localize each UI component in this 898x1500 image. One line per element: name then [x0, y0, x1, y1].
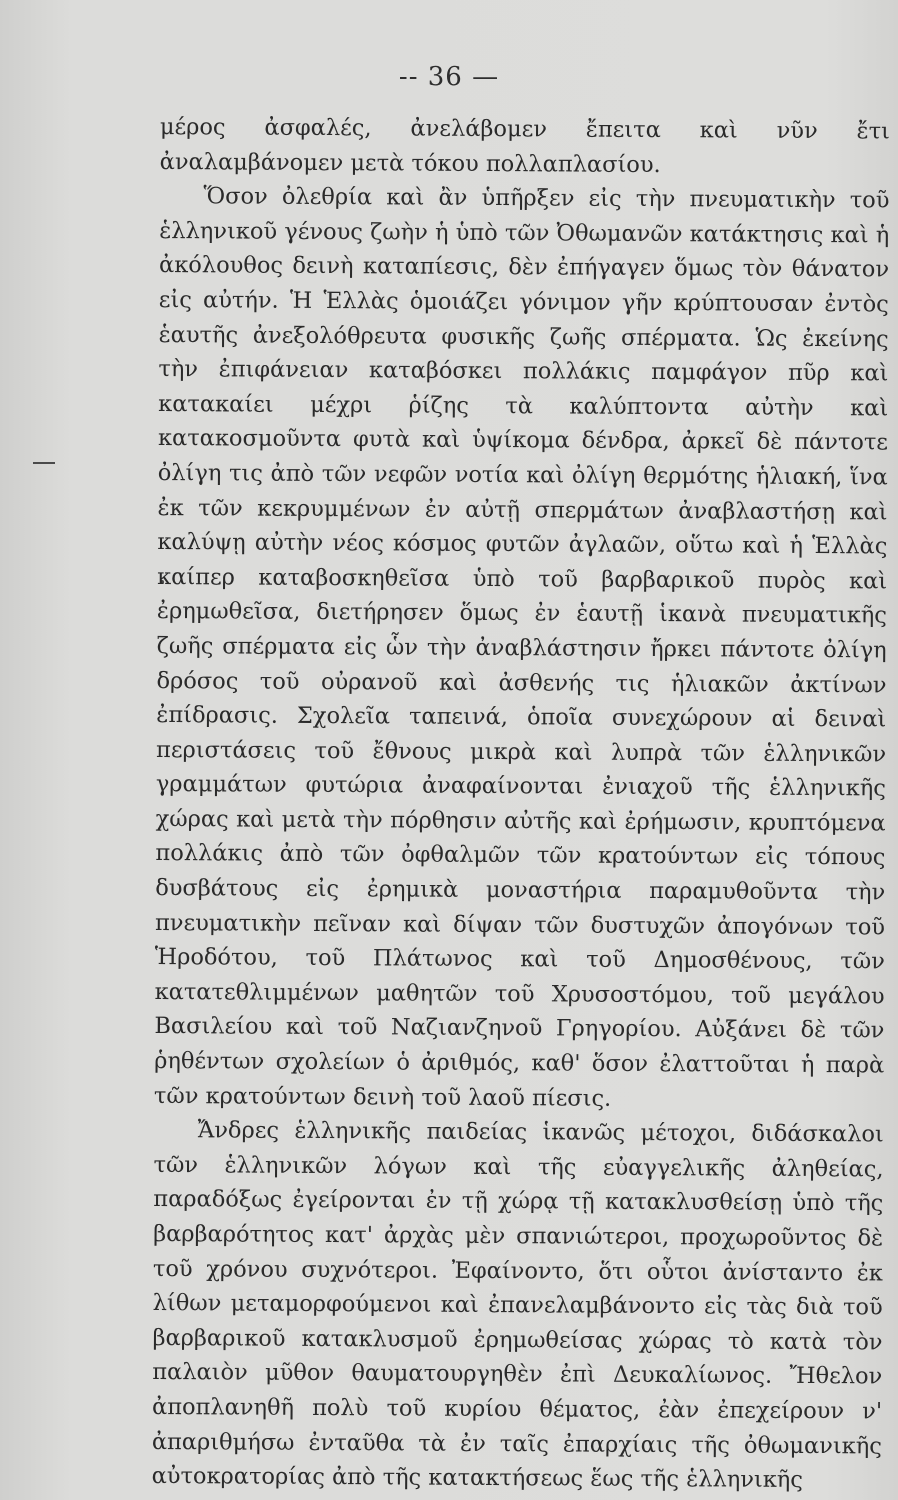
body-text — [152, 110, 890, 1498]
paragraph-continuation: μέρος ἀσφαλές, ἀνελάβομεν ἔπειτα καὶ νῦν ἔτι ἀναλαμβάνομεν μετὰ τόκου πολλαπλασίου. — [159, 113, 890, 178]
page-number: -- 36 — — [398, 62, 500, 92]
margin-mark — [33, 462, 55, 464]
paragraph-teachers: Ἄνδρες ἑλληνικῆς παιδείας ἱκανῶς μέτοχοι, διδάσκαλοι τῶν ἑλληνικῶν λόγων καὶ τῆς εὐαγγελικῆς ἀληθείας, παραδόξως ἐγείρονται ἐν τῇ χώρᾳ τῇ κατακλυσθείσῃ ὑπὸ τῆς βαρβαρότητος κατ' ἀρχὰς μὲν σπανιώτεροι, προχωροῦντος δὲ τοῦ χρόνου συχνότεροι. Ἐφαίνοντο, ὅτι οὗτοι ἀνίσταντο ἐκ λίθων μεταμορφούμενοι καὶ ἐπανελαμβάνοντο εἰς τὰς διὰ τοῦ βαρβαρικοῦ κατακλυσμοῦ ἐρημωθείσας χώρας τὸ κατὰ τὸν παλαιὸν μῦθον θαυματουργηθὲν ἐπὶ Δευκαλίωνος. Ἤθελον ἀποπλανηθῆ πολὺ τοῦ κυρίου θέματος, ἐὰν ἐπεχείρουν ν' ἀπαριθμήσω ἐνταῦθα τὰ ἐν ταῖς ἐπαρχίαις τῆς ὀθωμανικῆς αὐτοκρατορίας ἀπὸ τῆς κατακτήσεως ἕως τῆς ἑλληνικῆς — [151, 1117, 884, 1494]
paragraph-hellas: Ὅσον ὀλεθρία καὶ ἂν ὑπῆρξεν εἰς τὴν πνευματικὴν τοῦ ἑλληνικοῦ γένους ζωὴν ἡ ὑπὸ τῶν Ὀθωμανῶν κατάκτησις καὶ ἡ ἀκόλουθος δεινὴ καταπίεσις, δὲν ἐπήγαγεν ὅμως τὸν θάνατον εἰς αὐτήν. Ἡ Ἑλλὰς ὁμοιάζει γόνιμον γῆν κρύπτουσαν ἐντὸς ἑαυτῆς ἀνεξολόθρευτα φυσικῆς ζωῆς σπέρματα. Ὡς ἐκείνης τὴν ἐπιφάνειαν καταβόσκει πολλάκις παμφάγον πῦρ καὶ κατακαίει μέχρι ῥίζης τὰ καλύπτοντα αὐτὴν καὶ κατακοσμοῦντα φυτὰ καὶ ὑψίκομα δένδρα, ἀρκεῖ δὲ πάντοτε ὀλίγη τις ἀπὸ τῶν νεφῶν νοτία καὶ ὀλίγη θερμότης ἡλιακή, ἵνα ἐκ τῶν κεκρυμμένων ἐν αὐτῇ σπερμάτων ἀναβλαστήσῃ καὶ καλύψῃ αὐτὴν νέος κόσμος φυτῶν ἀγλαῶν, οὕτω καὶ ἡ Ἑλλὰς καίπερ καταβοσκηθεῖσα ὑπὸ τοῦ βαρβαρικοῦ πυρὸς καὶ ἐρημωθεῖσα, διετήρησεν ὅμως ἐν ἑαυτῇ ἱκανὰ πνευματικῆς ζωῆς σπέρματα εἰς ὧν τὴν ἀναβλάστησιν ἤρκει πάντοτε ὀλίγη δρόσος τοῦ οὐρανοῦ καὶ ἀσθενής τις ἡλιακῶν ἀκτίνων ἐπίδρασις. Σχολεῖα ταπεινά, ὁποῖα συνεχώρουν αἱ δειναὶ περιστάσεις τοῦ ἔθνους μικρὰ καὶ λυπρὰ τῶν ἑλληνικῶν γραμμάτων φυτώρια ἀναφαίνονται ἐνιαχοῦ τῆς ἑλληνικῆς χώρας καὶ μετὰ τὴν πόρθησιν αὐτῆς καὶ ἐρήμωσιν, κρυπτόμενα πολλάκις ἀπὸ τῶν ὀφθαλμῶν τῶν κρατούντων εἰς τόπους δυσβάτους εἰς ἐρημικὰ μοναστήρια παραμυθοῦντα τὴν πνευματικὴν πεῖναν καὶ δίψαν τῶν δυστυχῶν ἀπογόνων τοῦ Ἡροδότου, τοῦ Πλάτωνος καὶ τοῦ Δημοσθένους, τῶν κατατεθλιμμένων μαθητῶν τοῦ Χρυσοστόμου, τοῦ μεγάλου Βασιλείου καὶ τοῦ Ναζιανζηνοῦ Γρηγορίου. Αὐξάνει δὲ τῶν ῥηθέντων σχολείων ὁ ἀριθμός, καθ' ὅσον ἐλαττοῦται ἡ παρὰ τῶν κρατούντων δεινὴ τοῦ λαοῦ πίεσις. — [153, 183, 890, 1112]
